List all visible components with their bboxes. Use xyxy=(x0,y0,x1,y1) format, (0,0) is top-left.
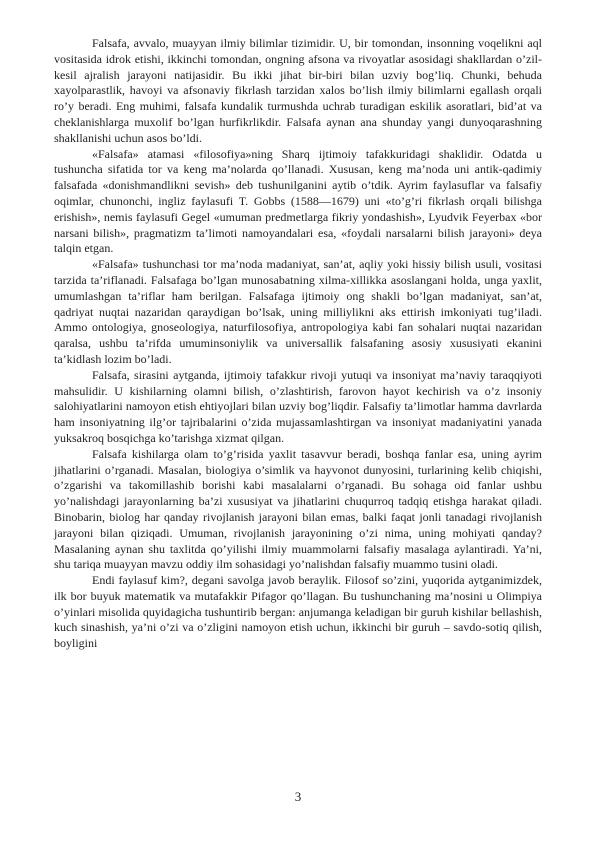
paragraph-5: Falsafa kishilarga olam to’g’risida yaxlit tasavvur beradi, boshqa fanlar esa, uning ayrim jihatlarini o’rganadi. Masalan, biologiya o’simlik va hayvonot dunyosini, turlarining kelib chiqishi, o’zgarishi va takomillashib borishi kabi masalalarni o’rganadi. Bu sohaga oid fanlar ushbu yo’nalishdagi jarayonlarning ba’zi xususiyat va jihatlarini chuqurroq tadqiq etishga harakat qiladi. Binobarin, biolog har qanday rivojlanish jarayoni bilan emas, balki faqat jonli tanadagi rivojlanish jarayoni bilan qiziqadi. Umuman, rivojlanish jarayonining o’zi nima, uning mohiyati qanday? Masalaning aynan shu taxlitda qo’yilishi ilmiy muammolarni falsafiy masalaga aylantiradi. Ya’ni, shu tariqa muayyan mavzu oddiy ilm sohasidagi yo’nalishdan falsafiy muammo tusini oladi. xyxy=(54,446,542,572)
paragraph-2: «Falsafa» atamasi «filosofiya»ning Sharq ijtimoiy tafakkuridagi shaklidir. Odatda u tushuncha sifatida tor va keng ma’nolarda qo’llanadi. Xususan, keng ma’noda uni antik-qadimiy falsafada «donishmandlikni sevish» deb tushunilganini aytib o’tdik. Ayrim faylasuflar va falsafiy oqimlar, chunonchi, ingliz faylasufi T. Gobbs (1588—1679) uni «to’g’ri fikrlash orqali bilishga erishish», nemis faylasufi Gegel «umuman predmetlarga fikriy yondashish», Lyudvik Feyerbax «bor narsani bilish», pragmatizm ta’limoti namoyandalari esa, «foydali narsalarni bilish jarayoni» deya talqin etgan. xyxy=(54,146,542,256)
page-number: 3 xyxy=(294,789,302,804)
document-body xyxy=(54,36,542,652)
paragraph-1: Falsafa, avvalo, muayyan ilmiy bilimlar tizimidir. U, bir tomondan, insonning voqelikni aql vositasida idrok etishi, ikkinchi tomondan, ongning afsona va rivoyatlar asosidagi shakllardan o’zil-kesil ajralish jarayoni natijasidir. Bu ikki jihat bir-biri bilan uzviy bog’liq. Chunki, behuda xayolparastlik, havoyi va afsonaviy fikrlash tarzidan xalos bo’lish ilmiy bilimlarni egallash orqali ro’y beradi. Eng muhimi, falsafa kundalik turmushda uchrab turadigan eskilik asoratlari, bid’at va cheklanishlarga muxolif bo’lgan hurfikrlikdir. Falsafa aynan ana shunday yangi dunyoqarashning shakllanishi uchun asos bo’ldi. xyxy=(54,36,542,145)
paragraph-3: «Falsafa» tushunchasi tor ma’noda madaniyat, san’at, aqliy yoki hissiy bilish usuli, vositasi tarzida ta’riflanadi. Falsafaga bo’lgan munosabatning xilma-xillikka asoslangani holda, unga yaxlit, umumlashgan ta’riflar ham berilgan. Falsafaga ijtimoiy ong shakli bo’lgan madaniyat, san’at, qadriyat nuqtai nazaridan qaraydigan bo’lsak, uning milliylikni aks ettirish imkoniyati tug’iladi. Ammo ontologiya, gnoseologiya, naturfilosofiya, antropologiya kabi fan sohalari nuqtai nazaridan qaralsa, ushbu ta’rifda umuminsoniylik va universallik falsafaning asosiy xususiyati ekanini ta’kidlash lozim bo’ladi. xyxy=(54,257,542,366)
paragraph-6: Endi faylasuf kim?, degani savolga javob beraylik. Filosof so’zini, yuqorida aytganimizdek, ilk bor buyuk matematik va mutafakkir Pifagor qo’llagan. Bu tushunchaning ma’nosini u Olimpiya o’yinlari misolida quyidagicha tushuntirib bergan: anjumanga keladigan bir guruh kishilar bellashish, kuch sinashish, ya’ni o’zi va o’zligini namoyon etish uchun, ikkinchi bir guruh – savdo-sotiq qilish, boyligini xyxy=(54,573,542,651)
paragraph-4: Falsafa, sirasini aytganda, ijtimoiy tafakkur rivoji yutuqi va insoniyat ma’naviy taraqqiyoti mahsulidir. U kishilarning olamni bilish, o’zlashtirish, farovon hayot kechirish va o’z insoniy salohiyatlarini namoyon etish ehtiyojlari bilan uzviy bog’liqdir. Falsafiy ta’limotlar hamma davrlarda ham insoniyatning ilg’or tajribalarini o’zida mujassamlashtirgan va insoniyat madaniyatini yanada yuksakroq bosqichga ko’tarishga xizmat qilgan. xyxy=(54,367,542,445)
